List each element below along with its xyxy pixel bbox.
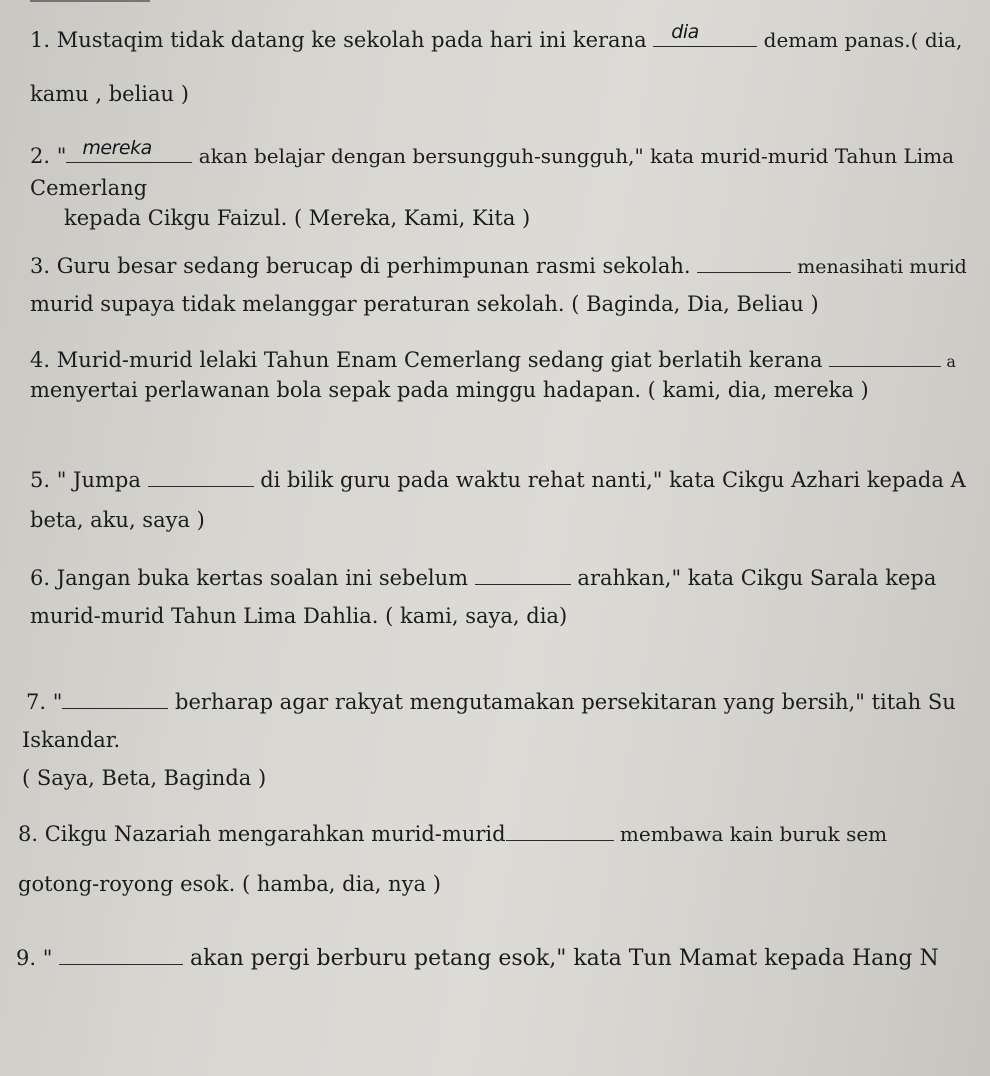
question-3-line-1 <box>30 252 967 281</box>
question-2-handwritten-answer: mereka <box>82 137 152 159</box>
question-9-blank[interactable] <box>59 946 183 965</box>
question-2-line-1 <box>30 137 955 170</box>
question-1-text: 1. Mustaqim tidak datang ke sekolah pada hari ini kerana <box>30 28 654 52</box>
question-1-handwritten-answer: dia <box>671 21 699 43</box>
question-3-text-after: menasihati murid <box>791 256 967 278</box>
question-6-line-1 <box>30 564 936 592</box>
question-7-continuation: Iskandar. <box>22 728 121 752</box>
question-7-options: ( Saya, Beta, Baginda ) <box>22 766 267 790</box>
question-4-line-1 <box>30 346 956 376</box>
question-3-text: 3. Guru besar sedang berucap di perhimpunan rasmi sekolah. <box>30 254 698 278</box>
question-2-continuation: Cemerlang <box>30 176 148 200</box>
question-5-line-1 <box>30 466 966 494</box>
question-6-text-after: arahkan," kata Cikgu Sarala kepa <box>570 566 937 590</box>
question-4-blank[interactable] <box>829 348 941 367</box>
question-9-text: 9. " <box>16 946 60 970</box>
question-8-text: 8. Cikgu Nazariah mengarahkan murid-murid <box>18 822 506 846</box>
question-4-text: 4. Murid-murid lelaki Tahun Enam Cemerlang sedang giat berlatih kerana <box>30 348 830 372</box>
question-9-text-after: akan pergi berburu petang esok," kata Tun Mamat kepada Hang N <box>183 946 939 971</box>
question-1-options: kamu , beliau ) <box>30 82 189 106</box>
question-8-blank[interactable] <box>506 822 614 841</box>
question-5-options: beta, aku, saya ) <box>30 508 205 532</box>
question-3-blank[interactable] <box>697 254 791 273</box>
question-7-text-after: berharap agar rakyat mengutamakan persekitaran yang bersih," titah Su <box>168 690 956 714</box>
question-2-text: 2. " <box>30 144 67 168</box>
top-edge-mark <box>30 0 150 8</box>
question-8-text-after: membawa kain buruk sem <box>613 822 888 846</box>
question-5-text-after: di bilik guru pada waktu rehat nanti," kata Cikgu Azhari kepada A <box>253 468 966 492</box>
question-9-line-1 <box>16 944 939 973</box>
question-7-text: 7. " <box>26 690 63 714</box>
question-5-text: 5. " Jumpa <box>30 468 148 492</box>
question-7-line-1 <box>26 688 956 716</box>
question-6-text: 6. Jangan buka kertas soalan ini sebelum <box>30 566 475 590</box>
question-1-line-1 <box>30 21 963 54</box>
question-1-blank[interactable] <box>653 21 757 47</box>
question-4-text-after: a <box>941 352 956 371</box>
question-1-text-after: demam panas.( dia, <box>757 28 963 52</box>
question-4-continuation: menyertai perlawanan bola sepak pada minggu hadapan. ( kami, dia, mereka ) <box>30 378 869 402</box>
question-7-blank[interactable] <box>62 690 168 709</box>
question-3-continuation: murid supaya tidak melanggar peraturan sekolah. ( Baginda, Dia, Beliau ) <box>30 292 819 316</box>
question-2-blank[interactable] <box>66 137 192 163</box>
question-2-text-after: akan belajar dengan bersungguh-sungguh," kata murid-murid Tahun Lima <box>192 144 955 168</box>
question-5-blank[interactable] <box>148 468 254 487</box>
question-2-options: kepada Cikgu Faizul. ( Mereka, Kami, Kita ) <box>64 206 531 230</box>
question-6-continuation: murid-murid Tahun Lima Dahlia. ( kami, saya, dia) <box>30 604 568 628</box>
question-8-line-1 <box>18 820 887 848</box>
question-6-blank[interactable] <box>475 566 571 585</box>
question-8-continuation: gotong-royong esok. ( hamba, dia, nya ) <box>18 872 441 896</box>
